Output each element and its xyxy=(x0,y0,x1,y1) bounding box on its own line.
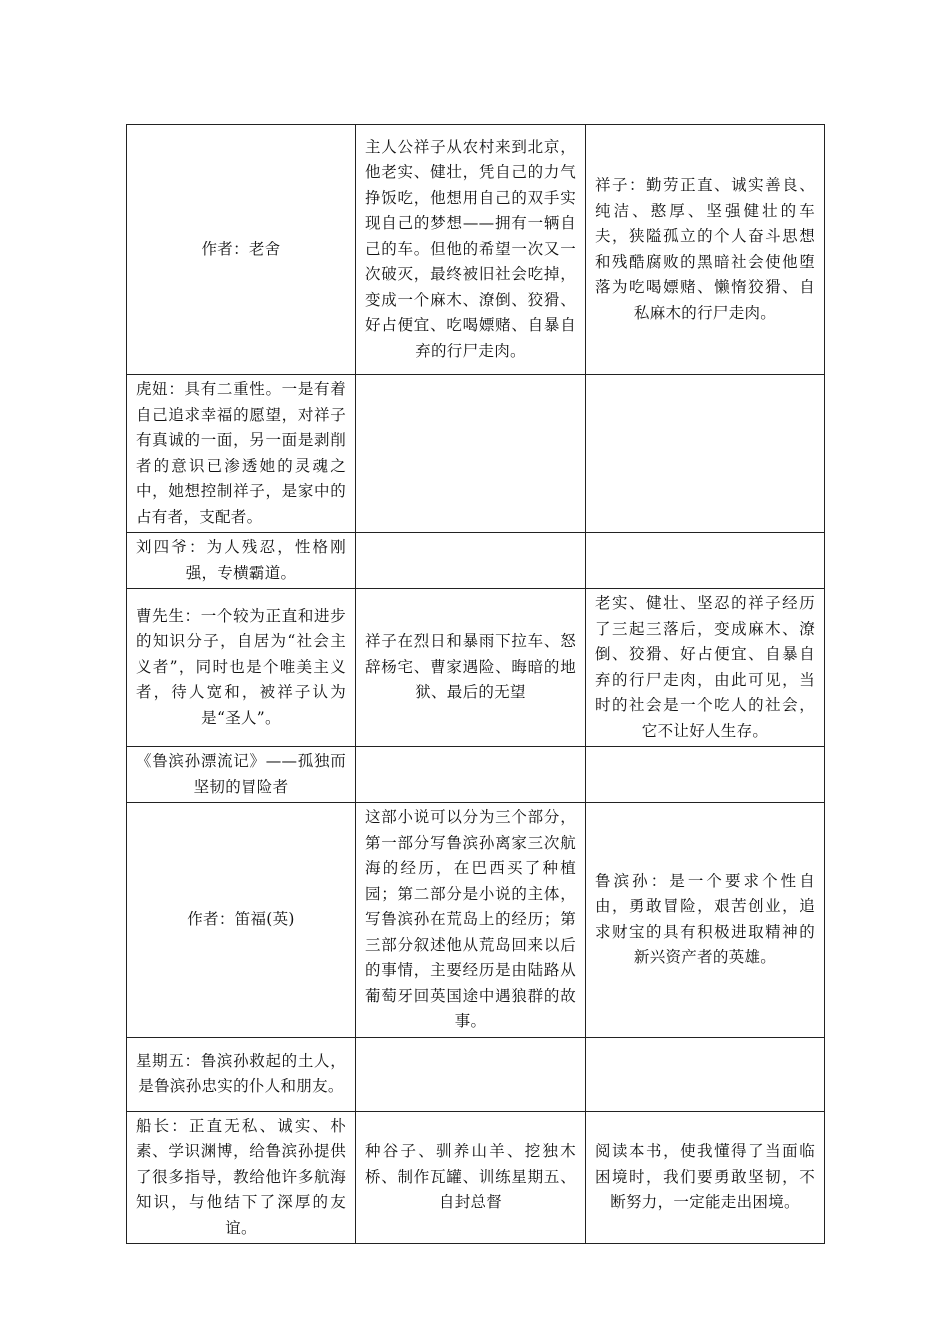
empty-cell xyxy=(356,1037,586,1111)
plot-summary-cell: 这部小说可以分为三个部分，第一部分写鲁滨孙离家三次航海的经历，在巴西买了种植园；第二部分是小说的主体，写鲁滨孙在荒岛上的经历；第三部分叙述他从荒岛回来以后的事情，主要经历是由陆路从葡萄牙回英国途中遇狼群的故事。 xyxy=(356,803,586,1038)
author-cell: 作者：老舍 xyxy=(127,125,356,375)
character-analysis-cell: 鲁滨孙：是一个要求个性自由，勇敢冒险，艰苦创业，追求财宝的具有积极进取精神的新兴资产者的英雄。 xyxy=(586,803,825,1038)
character-cell: 船长：正直无私、诚实、朴素、学识渊博，给鲁滨孙提供了很多指导，教给他许多航海知识，与他结下了深厚的友谊。 xyxy=(127,1111,356,1244)
reading-notes-table xyxy=(126,124,825,1244)
empty-cell xyxy=(356,533,586,589)
plot-summary-cell: 主人公祥子从农村来到北京，他老实、健壮，凭自己的力气挣饭吃，他想用自己的双手实现自己的梦想——拥有一辆自己的车。但他的希望一次又一次破灭，最终被旧社会吃掉，变成一个麻木、潦倒、狡猾、好占便宜、吃喝嫖赌、自暴自弃的行尸走肉。 xyxy=(356,125,586,375)
author-cell: 作者：笛福(英) xyxy=(127,803,356,1038)
character-cell: 刘四爷：为人残忍，性格刚强，专横霸道。 xyxy=(127,533,356,589)
table-row xyxy=(127,375,825,533)
theme-cell: 阅读本书，使我懂得了当面临困境时，我们要勇敢坚韧，不断努力，一定能走出困境。 xyxy=(586,1111,825,1244)
table-row xyxy=(127,1037,825,1111)
plot-events-cell: 祥子在烈日和暴雨下拉车、怒辞杨宅、曹家遇险、晦暗的地狱、最后的无望 xyxy=(356,589,586,747)
empty-cell xyxy=(356,375,586,533)
character-cell: 虎妞：具有二重性。一是有着自己追求幸福的愿望，对祥子有真诚的一面，另一面是剥削者的意识已渗透她的灵魂之中，她想控制祥子，是家中的占有者，支配者。 xyxy=(127,375,356,533)
empty-cell xyxy=(586,375,825,533)
empty-cell xyxy=(586,1037,825,1111)
table-row xyxy=(127,803,825,1038)
empty-cell xyxy=(586,747,825,803)
book-title-cell: 《鲁滨孙漂流记》——孤独而坚韧的冒险者 xyxy=(127,747,356,803)
character-cell: 曹先生：一个较为正直和进步的知识分子，自居为“社会主义者”，同时也是个唯美主义者，待人宽和，被祥子认为是“圣人”。 xyxy=(127,589,356,747)
character-cell: 星期五：鲁滨孙救起的土人，是鲁滨孙忠实的仆人和朋友。 xyxy=(127,1037,356,1111)
table-row xyxy=(127,1111,825,1244)
plot-events-cell: 种谷子、驯养山羊、挖独木桥、制作瓦罐、训练星期五、自封总督 xyxy=(356,1111,586,1244)
empty-cell xyxy=(356,747,586,803)
character-analysis-cell: 祥子：勤劳正直、诚实善良、纯洁、憨厚、坚强健壮的车夫，狭隘孤立的个人奋斗思想和残酷腐败的黑暗社会使他堕落为吃喝嫖赌、懒惰狡猾、自私麻木的行尸走肉。 xyxy=(586,125,825,375)
table-row xyxy=(127,747,825,803)
empty-cell xyxy=(586,533,825,589)
theme-cell: 老实、健壮、坚忍的祥子经历了三起三落后，变成麻木、潦倒、狡猾、好占便宜、自暴自弃的行尸走肉，由此可见，当时的社会是一个吃人的社会，它不让好人生存。 xyxy=(586,589,825,747)
table-row xyxy=(127,589,825,747)
table-row xyxy=(127,125,825,375)
table-row xyxy=(127,533,825,589)
